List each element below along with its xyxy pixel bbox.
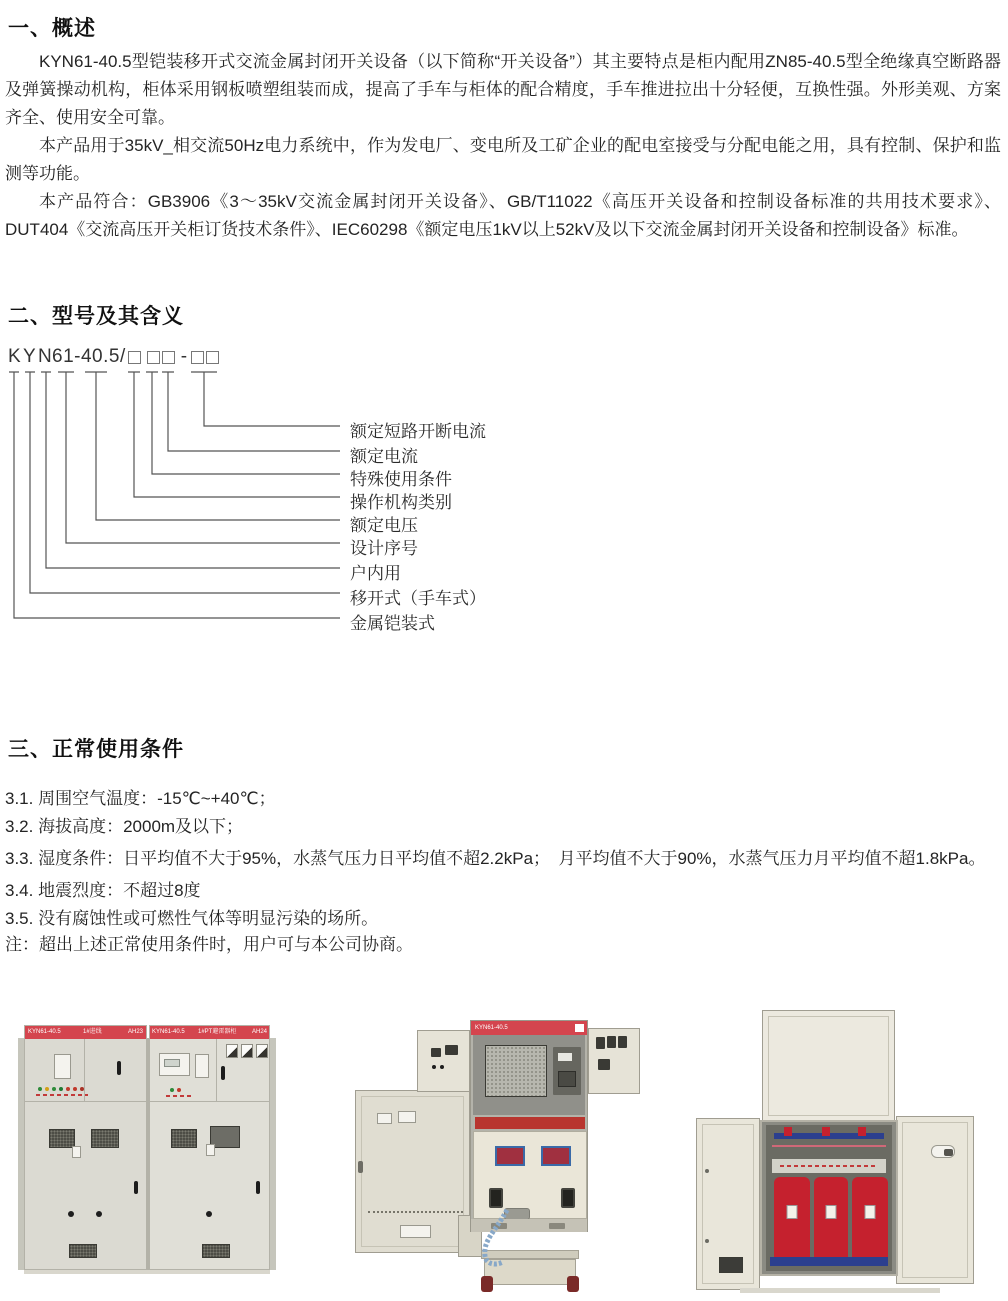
bottom-rail — [471, 1219, 587, 1232]
nameplate-code: AH24 — [251, 1029, 267, 1035]
door-component — [431, 1048, 441, 1057]
door-knob — [206, 1211, 212, 1217]
model-number: 61-40.5/ — [52, 346, 126, 367]
model-placeholder-box — [191, 351, 204, 364]
diagram-label: 额定短路开断电流 — [350, 422, 486, 441]
model-letter: Y — [23, 346, 36, 367]
mesh-panel — [485, 1045, 547, 1097]
door-latch — [358, 1161, 363, 1173]
door-window — [398, 1111, 416, 1123]
ventilation-grille — [69, 1244, 97, 1258]
door-component — [440, 1065, 444, 1069]
door-hinge — [705, 1239, 709, 1243]
ventilation-grille — [171, 1129, 197, 1148]
insulator — [822, 1127, 830, 1136]
nameplate-model: KYN61-40.5 — [152, 1029, 185, 1035]
door-handle — [134, 1181, 138, 1194]
panel-meter — [226, 1044, 238, 1058]
wiring-run — [772, 1145, 886, 1147]
ventilation-grille — [202, 1244, 230, 1258]
diagram-label: 金属铠装式 — [350, 614, 435, 633]
door-handle — [256, 1181, 260, 1194]
model-placeholder-box — [162, 351, 175, 364]
paragraph: 本产品用于35kV_相交流50Hz电力系统中，作为发电厂、变电所及工矿企业的配电室接受与分配电能之用，具有控制、保护和监测等功能。 — [5, 136, 1001, 183]
rail-fitting — [549, 1223, 565, 1229]
brand-logo — [575, 1024, 584, 1032]
model-code — [8, 346, 221, 368]
panel-divider — [216, 1039, 217, 1101]
model-dash: - — [180, 346, 188, 367]
diagram-label: 额定电压 — [350, 516, 418, 535]
nameplate-model: KYN61-40.5 — [28, 1029, 61, 1035]
transformer-coil — [814, 1177, 848, 1263]
transformer-coil — [774, 1177, 810, 1263]
door-component — [607, 1036, 616, 1048]
photo-open-cabinet — [345, 1012, 670, 1300]
indicator-lights — [170, 1088, 181, 1092]
indicator-lights — [38, 1087, 84, 1091]
paragraph: 本产品符合：GB3906《3～35kV交流金属封闭开关设备》、GB/T11022《高压开关设备和控制设备标准的共用技术要求》、DUT404《交流高压开关柜订货技术条件》、IEC60298《额定电压1kV以上52kV及以下交流金属封闭开关设备和控制设备》标准。 — [5, 192, 1001, 239]
internal-components — [553, 1047, 581, 1095]
cabinet-side-panel — [270, 1038, 276, 1270]
model-placeholder-box — [206, 351, 219, 364]
nameplate-model: KYN61-40.5 — [475, 1025, 508, 1031]
section2-heading: 二、型号及其含义 — [8, 305, 184, 328]
transformer-compartment — [760, 1120, 898, 1276]
cabinet-nameplate — [471, 1021, 587, 1035]
door-label-tag — [206, 1144, 215, 1156]
breaker-compartment — [473, 1035, 585, 1115]
condition-item: 3.4. 地震烈度：不超过8度 — [5, 881, 201, 900]
open-door-upper-left — [417, 1030, 470, 1092]
insulator — [784, 1127, 792, 1136]
panel-meter — [241, 1044, 253, 1058]
display-window — [541, 1146, 571, 1166]
model-placeholder-box — [128, 351, 141, 364]
door-hinge — [705, 1169, 709, 1173]
section1-heading: 一、概述 — [8, 17, 96, 40]
compartment-interior — [766, 1125, 892, 1271]
relay-window — [54, 1054, 71, 1079]
relay-window — [195, 1054, 209, 1078]
floor-shadow — [740, 1288, 940, 1293]
open-door-left — [696, 1118, 760, 1290]
handcart-trolley — [481, 1250, 579, 1292]
trolley-wheel — [567, 1276, 579, 1292]
diagram-label: 移开式（手车式） — [350, 589, 486, 608]
ventilation-grille — [91, 1129, 119, 1148]
model-letter: N — [38, 346, 52, 367]
top-panel — [762, 1010, 895, 1122]
diagram-label: 额定电流 — [350, 447, 418, 466]
transformer-coil — [852, 1177, 888, 1263]
door-handle — [117, 1061, 121, 1075]
nameplate-name: 1#进线 — [83, 1029, 102, 1035]
door-cutout — [400, 1225, 431, 1238]
door-component — [596, 1037, 605, 1049]
open-door-large — [355, 1090, 470, 1253]
panel-divider — [25, 1101, 146, 1102]
switchgear-cabinet-1 — [24, 1025, 147, 1270]
section3-heading: 三、正常使用条件 — [8, 738, 184, 761]
condition-item: 3.5. 没有腐蚀性或可燃性气体等明显污染的场所。 — [5, 909, 379, 928]
door-label-tag — [72, 1146, 81, 1158]
diagram-label: 户内用 — [350, 564, 401, 583]
cabinet-nameplate — [150, 1026, 269, 1039]
model-placeholder-box — [147, 351, 160, 364]
panel-divider — [84, 1039, 85, 1101]
photo-transformer-cabinet — [690, 1008, 990, 1298]
model-letter: K — [8, 346, 21, 367]
red-compartment-band — [475, 1117, 585, 1129]
lower-panel — [473, 1131, 587, 1219]
screw-row — [368, 1211, 463, 1213]
switchgear-cabinet-2 — [149, 1025, 270, 1270]
nameplate-name: 1#PT避雷器柜 — [198, 1029, 237, 1035]
cabinet-body — [470, 1020, 588, 1232]
condition-item: 3.3. 湿度条件：日平均值不大于95%，水蒸气压力日平均值不超2.2kPa； 月平均值不大于90%，水蒸气压力月平均值不超1.8kPa。 — [5, 849, 986, 868]
panel-divider — [150, 1101, 269, 1102]
nameplate-code: AH23 — [127, 1029, 143, 1035]
condition-item: 3.2. 海拔高度：2000m及以下； — [5, 817, 244, 836]
door-handle-recess — [931, 1145, 955, 1158]
light-labels — [166, 1095, 192, 1097]
door-component — [598, 1059, 610, 1070]
trolley-body — [484, 1259, 576, 1285]
diagram-label: 设计序号 — [350, 539, 418, 558]
cabinet-nameplate — [25, 1026, 146, 1039]
door-knob — [96, 1211, 102, 1217]
transformer-base — [770, 1257, 888, 1266]
diagram-label: 特殊使用条件 — [350, 470, 452, 489]
light-labels — [36, 1094, 88, 1096]
panel-handle — [489, 1188, 503, 1208]
door-component — [445, 1045, 458, 1055]
door-handle — [221, 1066, 225, 1080]
door-window — [377, 1113, 392, 1124]
insulator — [858, 1127, 866, 1136]
door-vent — [719, 1257, 743, 1273]
door-component — [432, 1065, 436, 1069]
panel-meter — [256, 1044, 268, 1058]
condition-item: 3.1. 周围空气温度：-15℃~+40℃； — [5, 789, 276, 808]
paragraph: KYN61-40.5型铠装移开式交流金属封闭开关设备（以下简称“开关设备”）其主要特点是柜内配用ZN85-40.5型全绝缘真空断路器及弹簧操动机构，柜体采用钢板喷塑组装而成，提高了手车与柜体的配合精度，手车推进拉出十分轻便，互换性强。外形美观、方案齐全、使用安全可靠。 — [5, 52, 1001, 127]
display-window — [495, 1146, 525, 1166]
photo-closed-cabinets — [18, 1025, 276, 1287]
condition-note: 注：超出上述正常使用条件时，用户可与本公司协商。 — [5, 935, 413, 954]
protection-relay — [159, 1053, 190, 1076]
floor-shadow — [24, 1270, 270, 1274]
door-component — [618, 1036, 627, 1048]
open-door-right — [896, 1116, 974, 1284]
rail-fitting — [491, 1223, 507, 1229]
section1-body — [5, 48, 1001, 244]
trolley-top — [481, 1250, 579, 1259]
panel-handle — [561, 1188, 575, 1208]
open-door-upper-right — [588, 1028, 640, 1094]
busbar-support — [772, 1159, 886, 1173]
diagram-label: 操作机构类别 — [350, 493, 452, 512]
trolley-wheel — [481, 1276, 493, 1292]
door-knob — [68, 1211, 74, 1217]
